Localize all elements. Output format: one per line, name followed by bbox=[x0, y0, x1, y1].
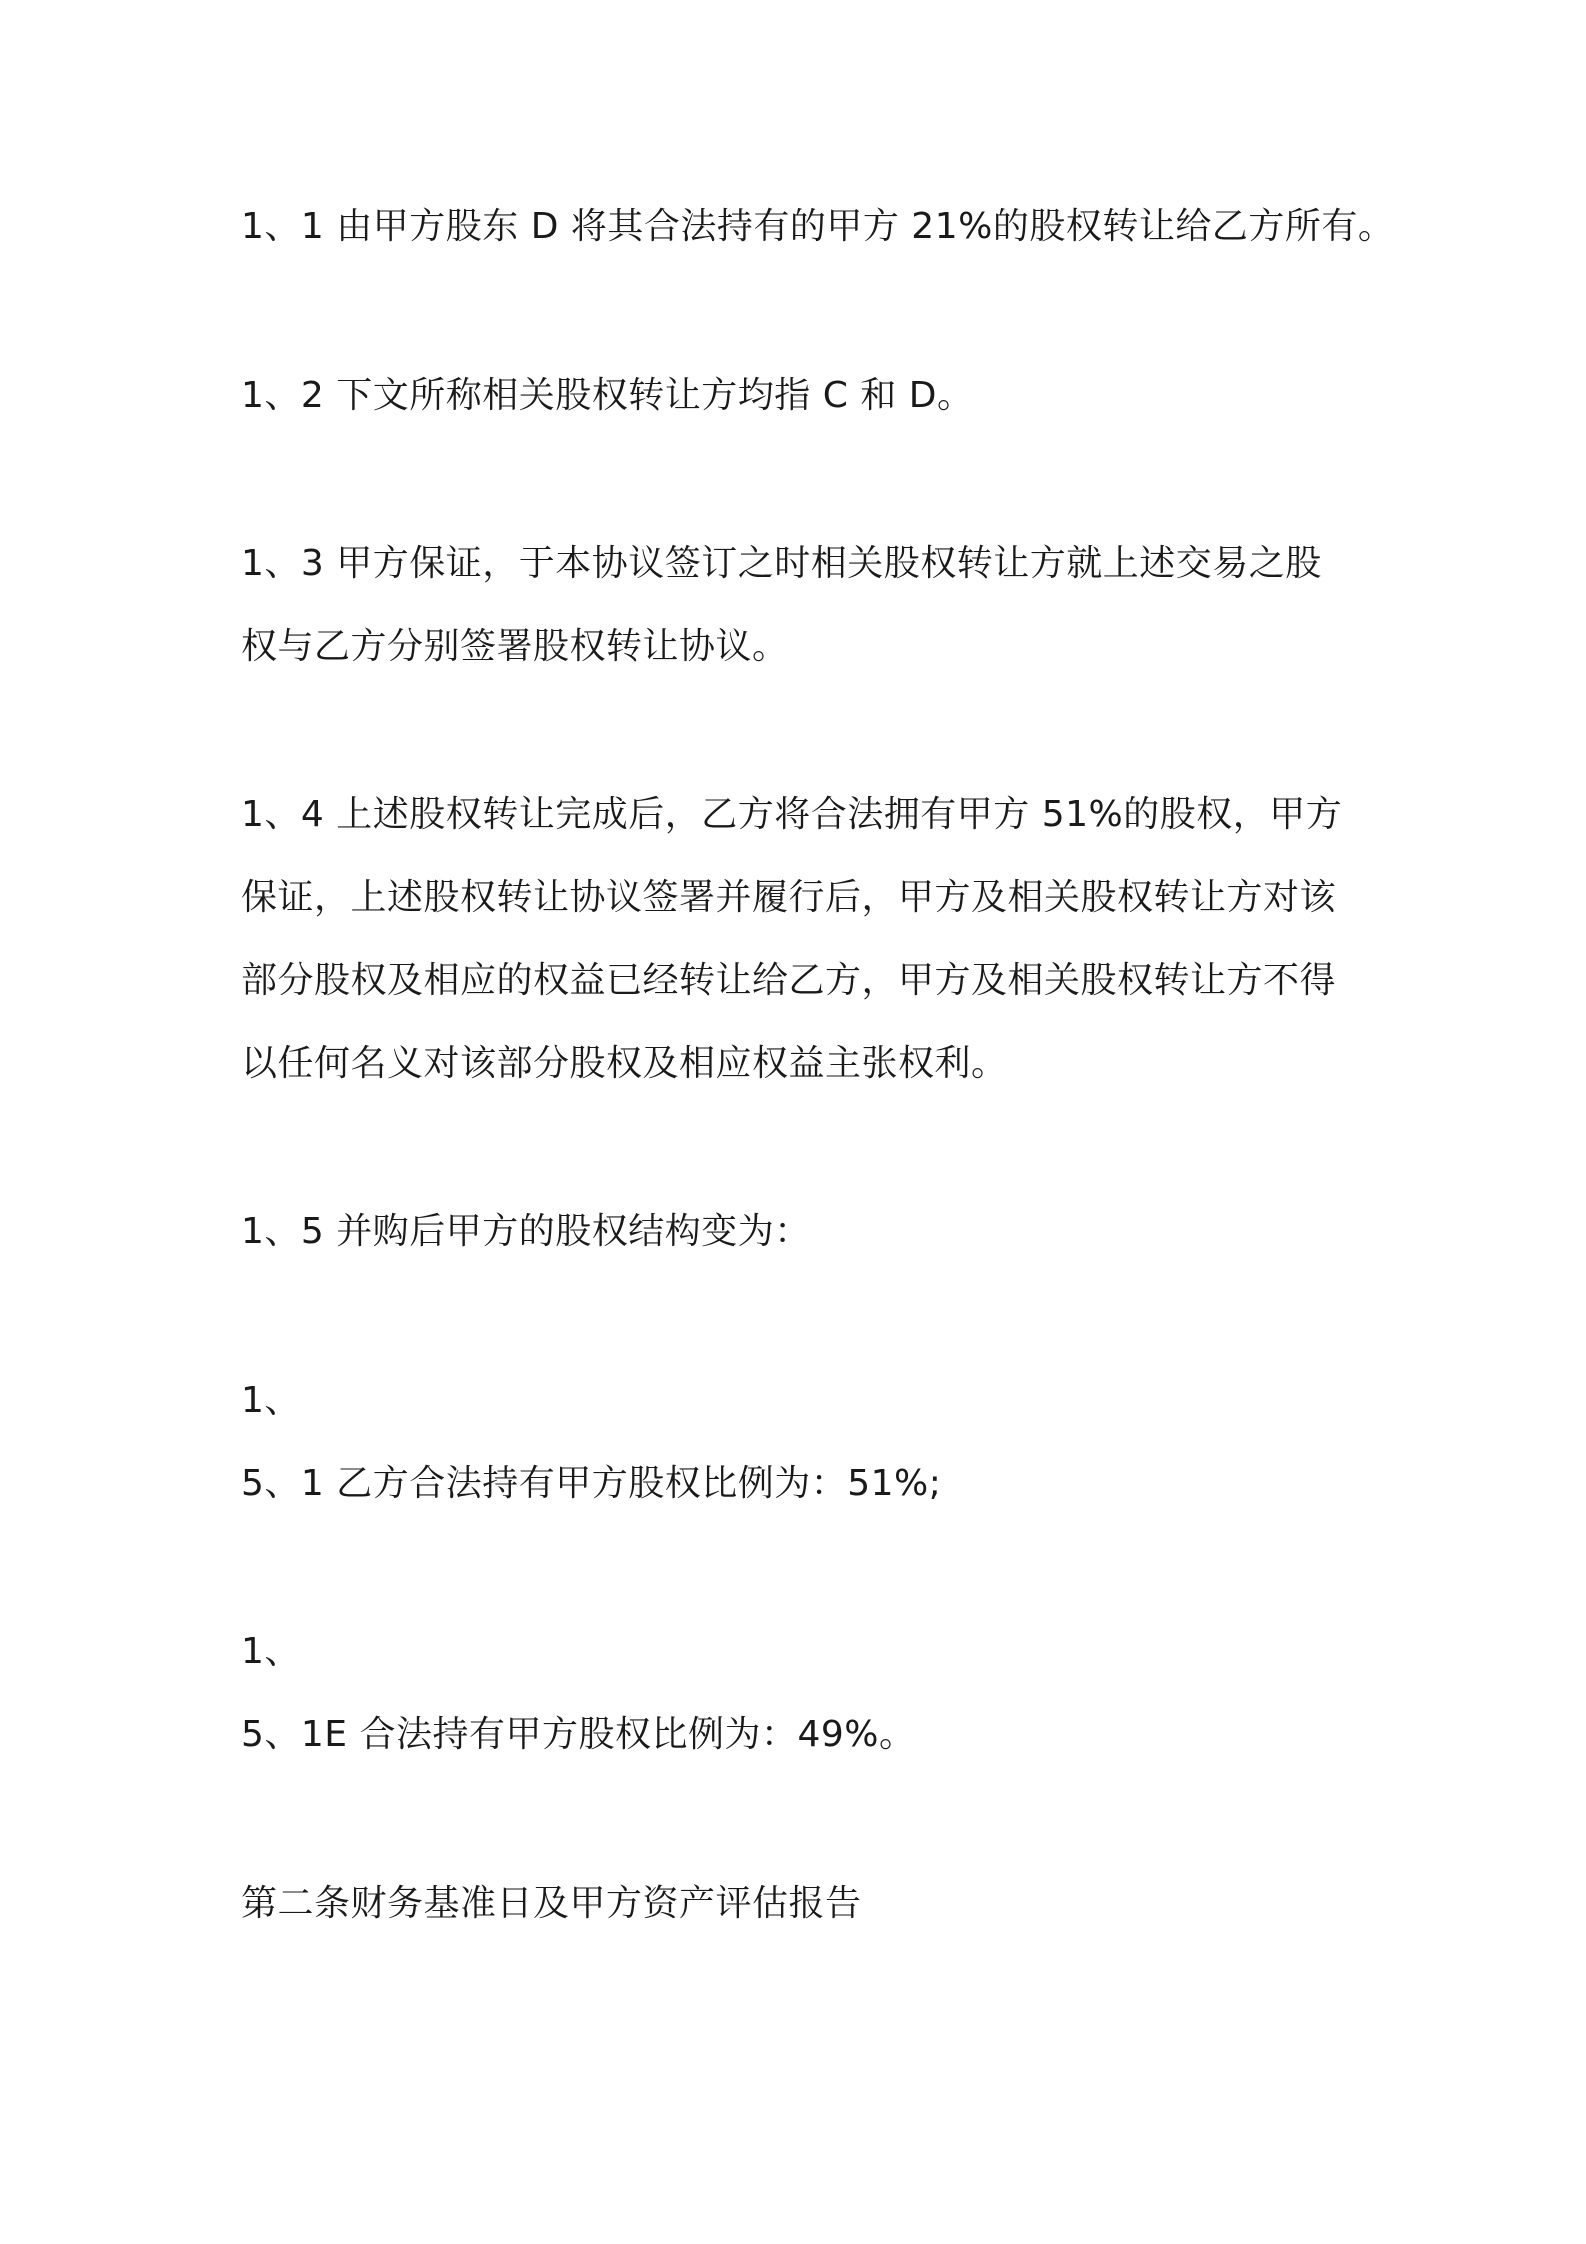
clause-1-5-1-b-line-1: 1、 bbox=[241, 1631, 301, 1672]
clause-1-3-line-1: 1、3 甲方保证，于本协议签订之时相关股权转让方就上述交易之股 bbox=[241, 543, 1322, 584]
clause-1-2 bbox=[241, 354, 1361, 437]
clause-1-4 bbox=[241, 773, 1361, 1105]
clause-1-3-line-2: 权与乙方分别签署股权转让协议。 bbox=[241, 626, 789, 667]
clause-1-4-line-2: 保证，上述股权转让协议签署并履行后，甲方及相关股权转让方对该 bbox=[241, 877, 1337, 918]
clause-1-5 bbox=[241, 1190, 1361, 1273]
clause-1-4-line-1: 1、4 上述股权转让完成后，乙方将合法拥有甲方 51%的股权，甲方 bbox=[241, 794, 1343, 835]
clause-1-5-1-b bbox=[241, 1610, 1361, 1776]
clause-1-1-line-1: 1、1 由甲方股东 D 将其合法持有的甲方 21%的股权转让给乙方所有。 bbox=[241, 206, 1395, 247]
clause-1-5-1-a bbox=[241, 1359, 1361, 1525]
clause-1-3 bbox=[241, 522, 1361, 688]
clause-1-5-1-b-line-2: 5、1E 合法持有甲方股权比例为：49%。 bbox=[241, 1714, 916, 1755]
clause-1-5-1-a-line-2: 5、1 乙方合法持有甲方股权比例为：51%; bbox=[241, 1463, 942, 1504]
clause-1-1 bbox=[241, 185, 1395, 268]
clause-1-2-line-1: 1、2 下文所称相关股权转让方均指 C 和 D。 bbox=[241, 375, 974, 416]
article-2-heading-line-1: 第二条财务基准日及甲方资产评估报告 bbox=[241, 1883, 862, 1924]
clause-1-5-line-1: 1、5 并购后甲方的股权结构变为： bbox=[241, 1211, 811, 1252]
clause-1-4-line-4: 以任何名义对该部分股权及相应权益主张权利。 bbox=[241, 1043, 1008, 1084]
clause-1-5-1-a-line-1: 1、 bbox=[241, 1380, 301, 1421]
clause-1-4-line-3: 部分股权及相应的权益已经转让给乙方，甲方及相关股权转让方不得 bbox=[241, 960, 1337, 1001]
article-2-heading bbox=[241, 1862, 1361, 1945]
